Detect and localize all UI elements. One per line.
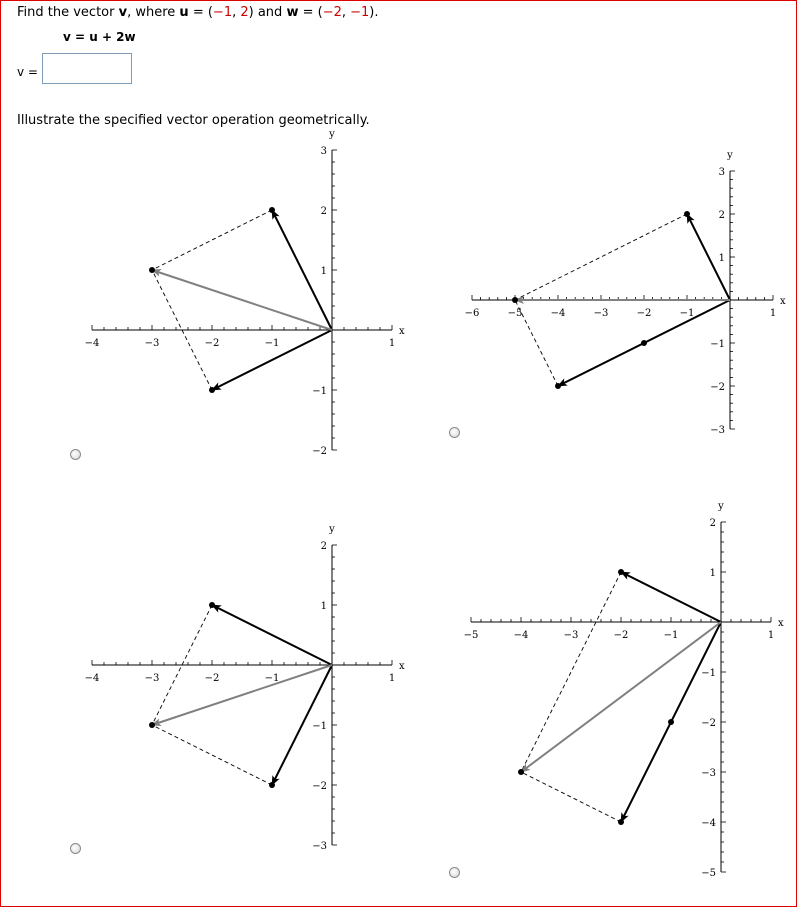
y-axis-label: y bbox=[329, 524, 335, 535]
y-tick-label: −2 bbox=[710, 382, 725, 393]
q-sep2: , bbox=[341, 5, 351, 20]
vector-endpoint bbox=[209, 602, 215, 608]
option-c-radio[interactable] bbox=[70, 843, 81, 854]
y-tick-label: 2 bbox=[320, 541, 327, 552]
y-tick-label: −1 bbox=[312, 721, 327, 732]
x-tick-label: −4 bbox=[84, 338, 100, 349]
x-tick-label: 1 bbox=[769, 308, 777, 319]
vector-endpoint bbox=[209, 387, 215, 393]
q-mid2: = ( bbox=[188, 5, 213, 20]
w-y-value: −1 bbox=[350, 5, 370, 20]
x-tick-label: −3 bbox=[563, 630, 579, 641]
vector-plot-a bbox=[70, 120, 430, 470]
x-tick-label: −5 bbox=[507, 308, 523, 319]
x-tick-label: −1 bbox=[264, 673, 280, 684]
vector-endpoint bbox=[269, 782, 275, 788]
q-u: u bbox=[179, 5, 189, 20]
dashed-guide-line bbox=[515, 214, 687, 300]
y-tick-label: −3 bbox=[710, 425, 725, 436]
y-tick-label: 3 bbox=[320, 146, 327, 157]
equation-text: v = u + 2w bbox=[63, 30, 136, 44]
x-axis-label: x bbox=[399, 326, 405, 337]
question-text bbox=[17, 5, 379, 21]
vector-endpoint bbox=[641, 340, 647, 346]
q-v: v bbox=[118, 5, 128, 20]
y-tick-label: 2 bbox=[709, 518, 716, 529]
vector-endpoint bbox=[684, 211, 690, 217]
x-axis-label: x bbox=[399, 661, 405, 672]
vector-v bbox=[152, 665, 332, 725]
x-tick-label: −5 bbox=[463, 630, 479, 641]
x-axis-label: x bbox=[778, 618, 784, 629]
x-tick-label: 1 bbox=[767, 630, 775, 641]
vector-endpoint bbox=[518, 769, 524, 775]
x-axis-label: x bbox=[780, 296, 786, 307]
y-axis-label: y bbox=[718, 501, 724, 512]
dashed-guide-line bbox=[521, 572, 621, 772]
y-tick-label: −2 bbox=[312, 781, 327, 792]
dashed-guide-line bbox=[152, 210, 272, 270]
y-tick-label: −1 bbox=[312, 386, 327, 397]
answer-label: v = bbox=[17, 65, 38, 79]
u-x-value: −1 bbox=[212, 5, 233, 20]
y-tick-label: 2 bbox=[718, 210, 725, 221]
answer-input[interactable] bbox=[42, 53, 132, 84]
w-x-value: −2 bbox=[322, 5, 342, 20]
vector-endpoint bbox=[512, 297, 518, 303]
vector-u bbox=[212, 605, 332, 665]
option-a-radio[interactable] bbox=[70, 449, 81, 460]
x-tick-label: −1 bbox=[264, 338, 280, 349]
q-sep1: , bbox=[232, 5, 241, 20]
vector-endpoint bbox=[618, 819, 624, 825]
vector-endpoint bbox=[555, 383, 561, 389]
y-tick-label: 1 bbox=[709, 568, 716, 579]
dashed-guide-line bbox=[521, 772, 621, 822]
x-tick-label: −2 bbox=[613, 630, 629, 641]
x-tick-label: −1 bbox=[663, 630, 679, 641]
y-tick-label: 2 bbox=[320, 206, 327, 217]
vector-endpoint bbox=[668, 719, 674, 725]
u-y-value: 2 bbox=[240, 5, 249, 20]
vector-plot-d bbox=[450, 500, 795, 885]
q-w: w bbox=[286, 5, 299, 20]
vector-endpoint bbox=[149, 267, 155, 273]
x-tick-label: 1 bbox=[388, 338, 396, 349]
y-tick-label: −2 bbox=[701, 718, 716, 729]
y-tick-label: 1 bbox=[320, 266, 327, 277]
y-tick-label: −3 bbox=[701, 768, 716, 779]
x-tick-label: −2 bbox=[204, 673, 220, 684]
vector-endpoint bbox=[269, 207, 275, 213]
y-tick-label: −5 bbox=[701, 868, 716, 879]
x-tick-label: −2 bbox=[636, 308, 652, 319]
x-tick-label: −3 bbox=[593, 308, 609, 319]
option-d-radio[interactable] bbox=[449, 867, 460, 878]
x-tick-label: −4 bbox=[513, 630, 529, 641]
y-tick-label: 1 bbox=[718, 253, 725, 264]
option-b-radio[interactable] bbox=[449, 427, 460, 438]
instruction-text: Illustrate the specified vector operation geometrically. bbox=[17, 113, 370, 128]
y-tick-label: −4 bbox=[701, 818, 716, 829]
vector-u bbox=[621, 572, 721, 622]
y-axis-label: y bbox=[727, 150, 733, 161]
q-suffix: ). bbox=[369, 5, 379, 20]
y-tick-label: 3 bbox=[718, 167, 725, 178]
vector-endpoint bbox=[149, 722, 155, 728]
dashed-guide-line bbox=[152, 725, 272, 785]
q-mid3: ) and bbox=[248, 5, 287, 20]
x-tick-label: −3 bbox=[144, 338, 160, 349]
vector-v bbox=[152, 270, 332, 330]
x-tick-label: −3 bbox=[144, 673, 160, 684]
q-prefix: Find the vector bbox=[17, 5, 119, 20]
vector-plot-c bbox=[70, 520, 430, 860]
x-tick-label: 1 bbox=[388, 673, 396, 684]
x-tick-label: −4 bbox=[550, 308, 566, 319]
vector-endpoint bbox=[618, 569, 624, 575]
y-tick-label: −3 bbox=[312, 841, 327, 852]
x-tick-label: −6 bbox=[464, 308, 480, 319]
q-mid1: , where bbox=[127, 5, 180, 20]
vector-plot-b bbox=[450, 150, 795, 450]
y-tick-label: −2 bbox=[312, 446, 327, 457]
q-mid4: = ( bbox=[298, 5, 323, 20]
y-axis-label: y bbox=[329, 129, 335, 140]
y-tick-label: −1 bbox=[710, 339, 725, 350]
y-tick-label: −1 bbox=[701, 668, 716, 679]
y-tick-label: 1 bbox=[320, 601, 327, 612]
x-tick-label: −1 bbox=[679, 308, 695, 319]
x-tick-label: −2 bbox=[204, 338, 220, 349]
vector-v bbox=[521, 622, 721, 772]
x-tick-label: −4 bbox=[84, 673, 100, 684]
